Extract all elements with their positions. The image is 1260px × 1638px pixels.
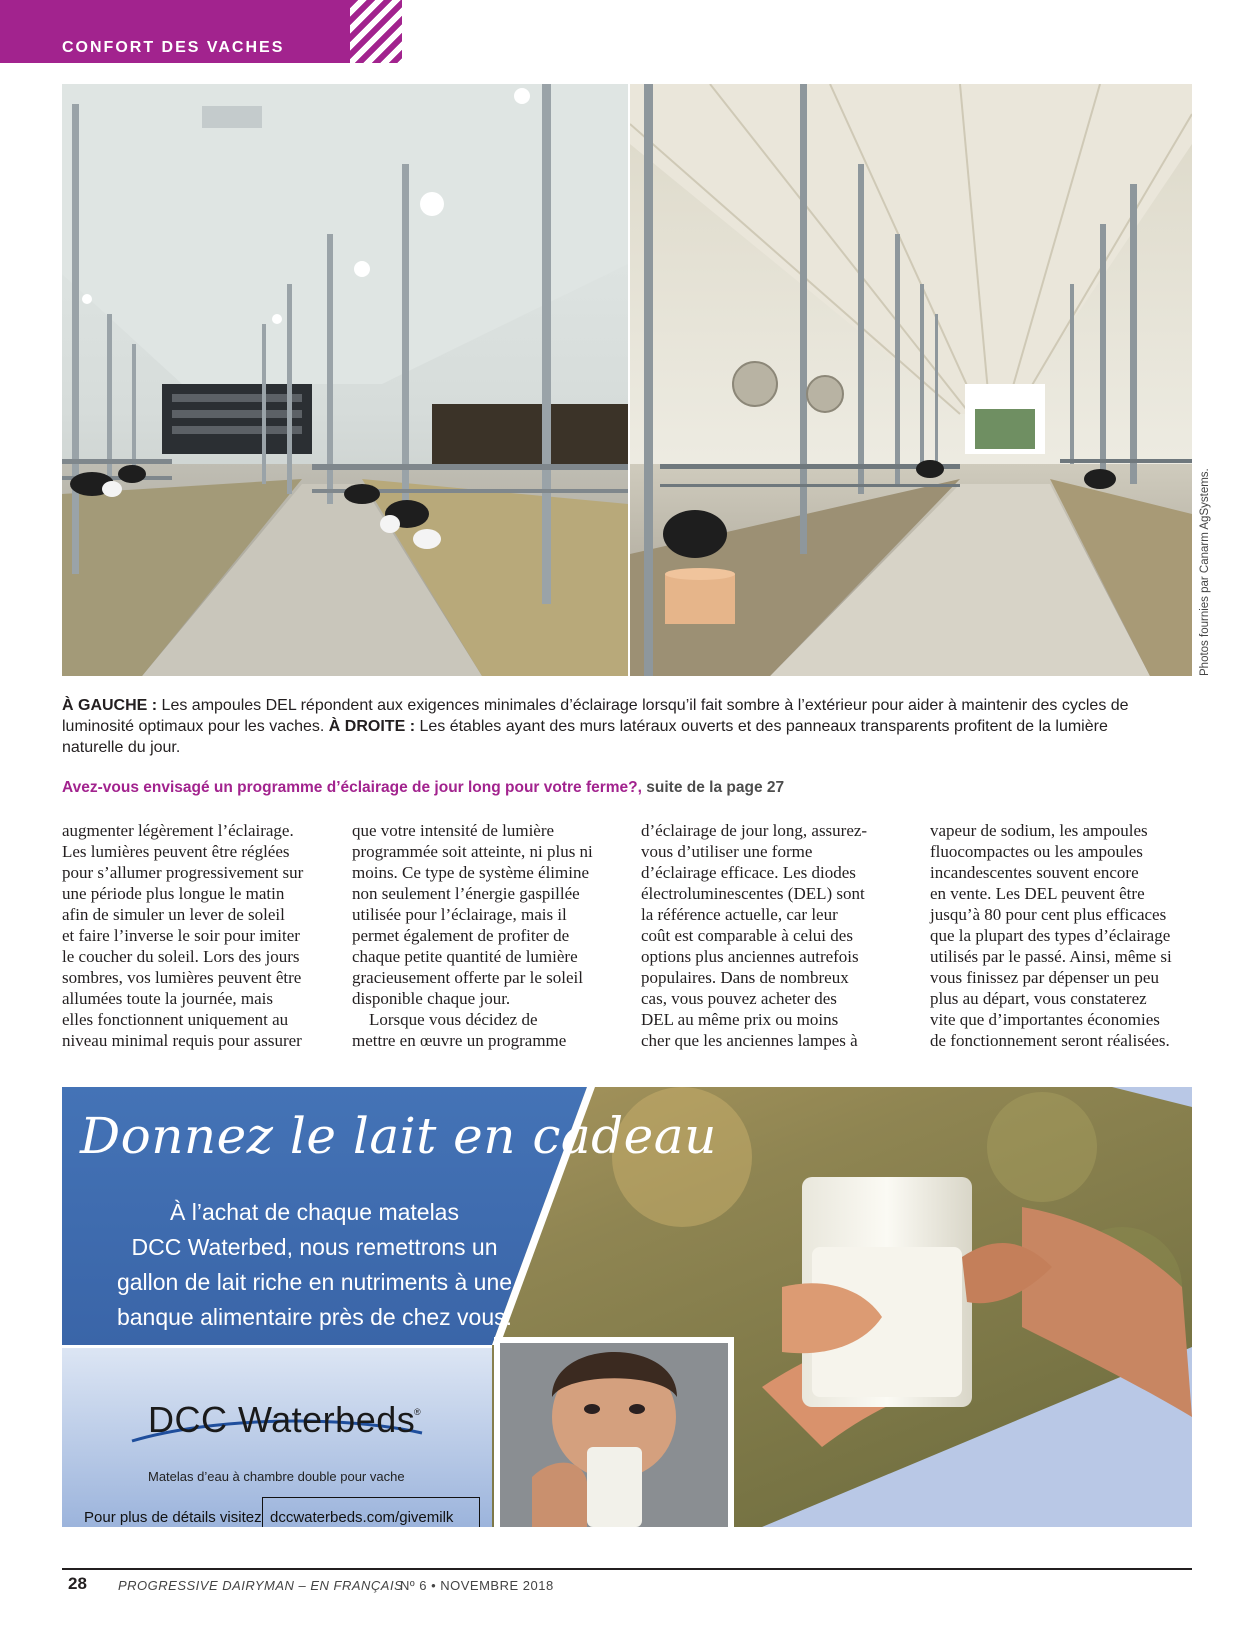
- article-column-2: [352, 820, 620, 1051]
- ad-offer-text: [62, 1195, 567, 1335]
- caption-right-text: Les étables ayant des murs latéraux ouverts et des panneaux transparents profitent de la lumière naturelle du jour.: [62, 718, 1108, 756]
- text-line: coût est comparable à celui des: [641, 926, 853, 945]
- dcc-waterbeds-advertisement: [62, 1087, 1192, 1527]
- text-line: utilisés par le passé. Ainsi, même si: [930, 947, 1172, 966]
- article-continuation: [62, 779, 784, 797]
- barn-photos: [62, 84, 1192, 676]
- text-line: jusqu’à 80 pour cent plus efficaces: [930, 905, 1167, 924]
- text-line: Les lumières peuvent être réglées: [62, 842, 290, 861]
- article-body: [62, 820, 1192, 1060]
- ad-line-3-rest: à une: [448, 1269, 513, 1295]
- text-line: mettre en œuvre un programme: [352, 1031, 567, 1050]
- text-line: augmenter légèrement l’éclairage.: [62, 821, 294, 840]
- text-line: niveau minimal requis pour assurer: [62, 1031, 302, 1050]
- ad-line-2: DCC Waterbed, nous remettrons un: [131, 1234, 498, 1260]
- ad-line-1: À l’achat de chaque matelas: [170, 1199, 459, 1225]
- text-line: de fonctionnement seront réalisées.: [930, 1031, 1170, 1050]
- issue-info: Nº 6 • NOVEMBRE 2018: [400, 1578, 554, 1593]
- text-line: pour s’allumer progressivement sur: [62, 863, 304, 882]
- section-title: CONFORT DES VACHES: [62, 39, 285, 56]
- ad-line-4: banque alimentaire près de chez vous.: [116, 1304, 513, 1330]
- photo-barn-natural-light: [630, 84, 1192, 676]
- text-line: options plus anciennes autrefois: [641, 947, 859, 966]
- publication-name: PROGRESSIVE DAIRYMAN – EN FRANÇAIS: [118, 1578, 404, 1593]
- ad-line-3: [62, 1265, 567, 1300]
- text-line: chaque petite quantité de lumière: [352, 947, 578, 966]
- text-line: d’éclairage de jour long, assurez-: [641, 821, 868, 840]
- text-line: utilisée pour l’éclairage, mais il: [352, 905, 567, 924]
- footer-divider: [62, 1568, 1192, 1570]
- text-line: programmée soit atteinte, ni plus ni: [352, 842, 593, 861]
- brand-logo-text: DCC Waterbeds: [148, 1399, 416, 1440]
- text-line: vapeur de sodium, les ampoules: [930, 821, 1148, 840]
- text-line: que votre intensité de lumière: [352, 821, 555, 840]
- page-number: 28: [68, 1574, 87, 1593]
- photo-caption: [62, 695, 1172, 758]
- registered-mark: ®: [414, 1407, 421, 1417]
- text-line: électroluminescentes (DEL) sont: [641, 884, 865, 903]
- text-line: la référence actuelle, car leur: [641, 905, 838, 924]
- text-line: d’éclairage efficace. Les diodes: [641, 863, 856, 882]
- brand-tagline: Matelas d’eau à chambre double pour vache: [148, 1469, 405, 1484]
- continuation-title: Avez-vous envisagé un programme d’éclairage de jour long pour votre ferme?,: [62, 779, 642, 796]
- text-line: et faire l’inverse le soir pour imiter: [62, 926, 300, 945]
- text-line: fluocompactes ou les ampoules: [930, 842, 1143, 861]
- more-info-text: Pour plus de détails visitez: [84, 1509, 262, 1526]
- caption-right-label: À DROITE :: [328, 718, 416, 735]
- article-column-1: [62, 820, 330, 1051]
- text-line: DEL au même prix ou moins: [641, 1010, 839, 1029]
- continuation-suffix: suite de la page 27: [641, 779, 785, 796]
- caption-left-text: Les ampoules DEL répondent aux exigences minimales d’éclairage lorsqu’il fait sombre à l’extérieur pour aider à maintenir des cycles de luminosité optimaux pour les vaches.: [62, 697, 1129, 735]
- header-stripes-decoration: [350, 0, 402, 63]
- text-line: sombres, vos lumières peuvent être: [62, 968, 302, 987]
- article-column-4: [930, 820, 1198, 1051]
- text-line: allumées toute la journée, mais: [62, 989, 274, 1008]
- text-line: vite que d’importantes économies: [930, 1010, 1160, 1029]
- text-line: vous finissez par dépenser un peu: [930, 968, 1159, 987]
- text-line: plus au départ, vous constaterez: [930, 989, 1147, 1008]
- text-line: cas, vous pouvez acheter des: [641, 989, 837, 1008]
- ad-highlight: gallon de lait riche en nutriments: [116, 1269, 449, 1295]
- ad-url-link[interactable]: dccwaterbeds.com/givemilk: [270, 1509, 454, 1526]
- text-line: permet également de profiter de: [352, 926, 570, 945]
- text-line: que la plupart des types d’éclairage: [930, 926, 1171, 945]
- ad-headline: Donnez le lait en cadeau: [80, 1107, 717, 1165]
- text-line: afin de simuler un lever de soleil: [62, 905, 285, 924]
- photo-barn-led-lighting: [62, 84, 628, 676]
- text-line: gracieusement offerte par le soleil: [352, 968, 583, 987]
- text-line: non seulement l’énergie gaspillée: [352, 884, 580, 903]
- text-line: populaires. Dans de nombreux: [641, 968, 849, 987]
- photo-credit: Photos fournies par Canarm AgSystems.: [1199, 468, 1211, 676]
- text-line: le coucher du soleil. Lors des jours: [62, 947, 300, 966]
- text-line: une période plus longue le matin: [62, 884, 285, 903]
- text-line: incandescentes souvent encore: [930, 863, 1139, 882]
- article-column-3: [641, 820, 909, 1051]
- text-line: elles fonctionnent uniquement au: [62, 1010, 289, 1029]
- text-line: vous d’utiliser une forme: [641, 842, 813, 861]
- text-line: cher que les anciennes lampes à: [641, 1031, 858, 1050]
- text-line: Lorsque vous décidez de: [352, 1010, 538, 1029]
- text-line: disponible chaque jour.: [352, 989, 511, 1008]
- text-line: moins. Ce type de système élimine: [352, 863, 590, 882]
- caption-left-label: À GAUCHE :: [62, 697, 158, 714]
- text-line: en vente. Les DEL peuvent être: [930, 884, 1145, 903]
